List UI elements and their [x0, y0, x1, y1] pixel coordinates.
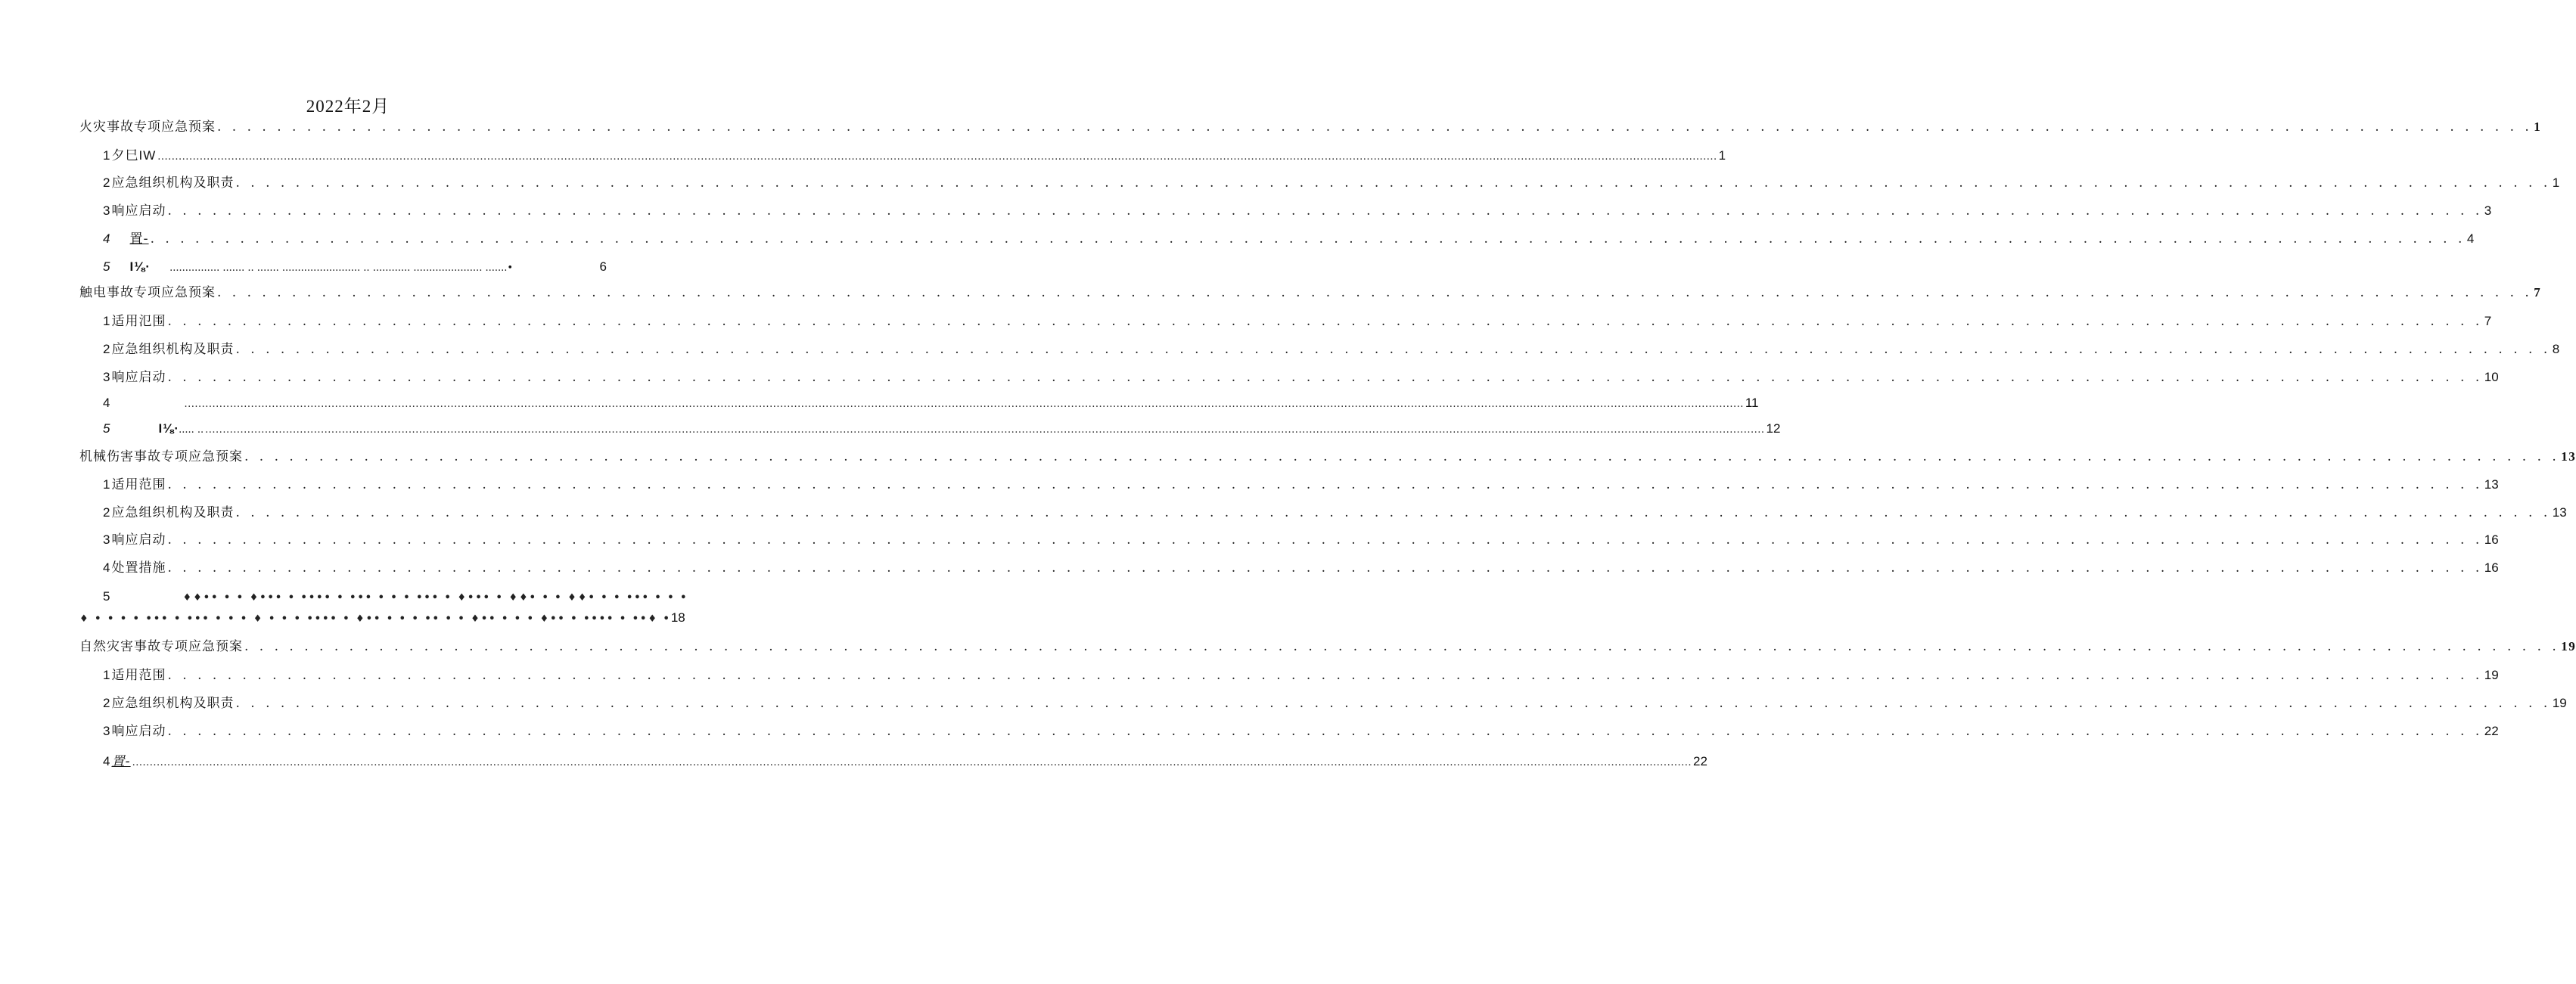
toc-page-number: 7: [2484, 314, 2492, 328]
toc-chapter-mechanical[interactable]: [79, 447, 2576, 467]
toc-section-title: 夕巳IW: [111, 148, 157, 163]
toc-chapter-fire[interactable]: [79, 117, 2542, 137]
toc-page-number: 16: [2484, 560, 2499, 575]
toc-section-fire-5[interactable]: [103, 257, 607, 277]
toc-page-number: 22: [2484, 724, 2499, 738]
toc-page-number: 10: [2484, 370, 2499, 384]
toc-section-number: 3: [103, 203, 110, 218]
toc-page-number: 22: [1693, 754, 1707, 768]
toc-page-number: 19: [2484, 668, 2499, 682]
toc-section-electric-1[interactable]: [103, 312, 2492, 331]
toc-section-natural-2[interactable]: [103, 694, 2567, 713]
toc-page-number: 13: [2561, 449, 2576, 464]
toc-leader: [235, 340, 2550, 359]
toc-section-number: 4: [103, 231, 110, 246]
toc-section-title: 应急组织机构及职责: [111, 175, 235, 191]
toc-leader: [167, 530, 2482, 550]
toc-leader: [167, 558, 2482, 578]
toc-section-number: 3: [103, 724, 110, 738]
toc-chapter-title: 触电事故专项应急预案: [79, 285, 216, 300]
toc-section-number: 5: [103, 589, 110, 604]
toc-page-number: 6: [599, 259, 607, 274]
toc-section-number: 5: [103, 421, 110, 436]
toc-leader: [205, 419, 1764, 440]
toc-section-title: 适用范围: [111, 477, 166, 492]
toc-page-number: 19: [2561, 639, 2576, 653]
toc-section-number: 4: [103, 560, 110, 575]
toc-section-natural-4[interactable]: [103, 752, 1707, 771]
toc-leader: ................ ....... .. ....... ......................... .. ............ ...................... .......•: [169, 262, 514, 274]
toc-section-number: 1: [103, 148, 110, 163]
toc-leader: [244, 447, 2559, 467]
toc-section-fire-3[interactable]: [103, 201, 2492, 221]
toc-leader: ♦♦•• • • ♦••• • •••• • ••• • • • ••• • ♦••• • ♦♦• • • ♦♦• • • ••• • • •: [182, 592, 688, 604]
toc-section-title: 置-: [111, 754, 131, 769]
toc-section-title: 响应启动: [111, 370, 166, 385]
toc-section-fire-4[interactable]: [103, 229, 2475, 249]
toc-page-number: 13: [2552, 505, 2567, 520]
toc-section-fire-2[interactable]: [103, 173, 2560, 193]
toc-section-title: 适用范围: [111, 668, 166, 683]
toc-section-number: 4: [103, 754, 110, 768]
toc-leader: [167, 722, 2482, 741]
toc-leader: [167, 666, 2482, 685]
toc-section-title: 应急组织机构及职责: [111, 505, 235, 520]
toc-leader: ♦ • • • • ••• • ••• • • • ♦ • • • •••• • ♦•• • • • •• • • ♦•• • • • ♦•• • •••• • ••♦ •: [79, 613, 671, 625]
toc-leader: [132, 752, 1692, 773]
toc-section-mechanical-2[interactable]: [103, 503, 2567, 523]
document-date: 2022年2月: [306, 97, 390, 116]
toc-leader: [235, 503, 2550, 523]
toc-chapter-title: 火灾事故专项应急预案: [79, 120, 216, 135]
toc-section-number: 1: [103, 314, 110, 328]
toc-page-number: 19: [2552, 696, 2567, 710]
toc-section-mechanical-1[interactable]: [103, 475, 2499, 495]
toc-page-number: 4: [2466, 231, 2475, 246]
toc-section-fire-1[interactable]: [103, 146, 1726, 166]
toc-leader: [235, 173, 2550, 193]
toc-section-title: 响应启动: [111, 724, 166, 739]
toc-section-number: 3: [103, 532, 110, 547]
toc-section-title: 处置措施: [111, 560, 166, 576]
toc-section-electric-4[interactable]: [103, 393, 1759, 413]
toc-page-number: 13: [2484, 477, 2499, 492]
toc-section-number: 2: [103, 342, 110, 356]
toc-section-number: 2: [103, 505, 110, 520]
toc-section-title: I⅛∙: [158, 421, 179, 436]
toc-leader: [167, 368, 2482, 387]
toc-section-electric-3[interactable]: [103, 368, 2499, 387]
toc-page-number: 1: [1718, 148, 1726, 163]
toc-section-title: 响应启动: [111, 203, 166, 219]
toc-section-number: 2: [103, 175, 110, 190]
toc-page-number: 3: [2484, 203, 2492, 218]
toc-section-mechanical-4[interactable]: [103, 558, 2499, 578]
toc-section-title: I⅛∙: [129, 259, 151, 274]
toc-page-number: 7: [2534, 285, 2542, 300]
toc-section-electric-2[interactable]: [103, 340, 2560, 359]
toc-section-title: 应急组织机构及职责: [111, 696, 235, 711]
toc-leader: [167, 312, 2482, 331]
toc-chapter-title: 机械伤害事故专项应急预案: [79, 449, 243, 464]
toc-chapter-natural[interactable]: [79, 637, 2576, 657]
toc-page-number: 1: [2552, 175, 2560, 190]
toc-section-number: 1: [103, 477, 110, 492]
toc-section-number: 5: [103, 259, 110, 274]
toc-section-natural-1[interactable]: [103, 666, 2499, 685]
toc-leader-prefix: ..... ..: [179, 424, 204, 436]
toc-leader: [217, 283, 2532, 303]
toc-leader: [151, 229, 2466, 249]
toc-section-mechanical-5-cont[interactable]: [79, 608, 685, 628]
toc-section-natural-3[interactable]: [103, 722, 2499, 741]
toc-section-number: 3: [103, 370, 110, 384]
toc-leader: [167, 475, 2482, 495]
toc-chapter-title: 自然灾害事故专项应急预案: [79, 639, 243, 654]
toc-section-number: 1: [103, 668, 110, 682]
toc-section-number: 4: [103, 396, 110, 410]
toc-page-number: 12: [1766, 421, 1781, 436]
toc-page-number: 8: [2552, 342, 2560, 356]
toc-section-title: 响应启动: [111, 532, 166, 548]
toc-chapter-electric[interactable]: [79, 283, 2542, 303]
toc-section-title: 适用氾围: [111, 314, 166, 329]
toc-section-title: 应急组织机构及职责: [111, 342, 235, 357]
toc-leader: [217, 117, 2532, 137]
toc-leader: [184, 393, 1743, 414]
toc-leader: [244, 637, 2559, 657]
toc-leader: [167, 201, 2482, 221]
toc-section-number: 2: [103, 696, 110, 710]
toc-leader: [157, 146, 1717, 167]
toc-page-number: 18: [670, 610, 685, 625]
toc-page-number: 16: [2484, 532, 2499, 547]
toc-leader: [235, 694, 2550, 713]
toc-page-number: 1: [2534, 120, 2542, 134]
toc-section-mechanical-5[interactable]: [103, 587, 688, 607]
toc-section-title: 置-: [129, 231, 149, 247]
toc-section-mechanical-3[interactable]: [103, 530, 2499, 550]
toc-page-number: 11: [1745, 396, 1759, 410]
toc-section-electric-5[interactable]: [103, 419, 1781, 439]
